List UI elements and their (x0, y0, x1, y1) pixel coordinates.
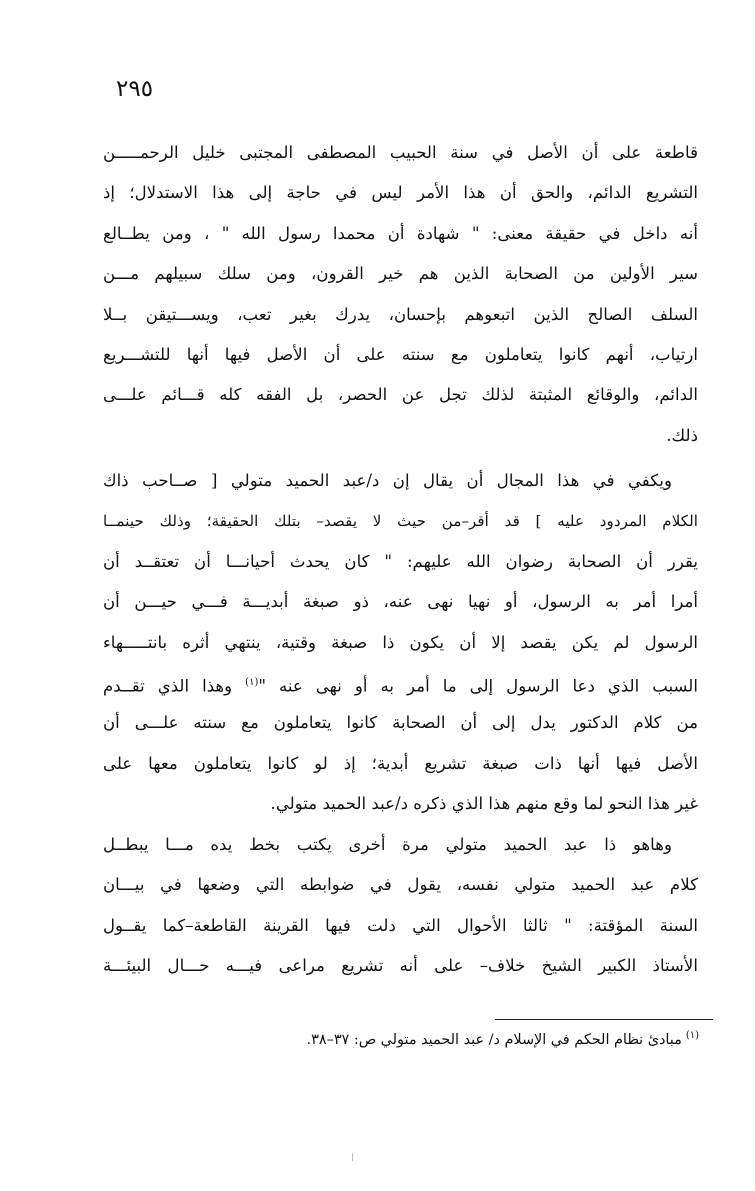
text-line: السلف الصالح الذين اتبعوهم بإحسان، يدرك بغير تعب، ويســـتيقن بــلا (103, 304, 698, 324)
text-segment: وهذا الذي تقــدم (103, 676, 246, 696)
text-segment: السبب الذي دعا الرسول إلى ما أمر به أو نهى عنه " (258, 676, 698, 696)
text-line: وهاهو ذا عبد الحميد متولي مرة أخرى يكتب بخط يده مـــا يبطــل (103, 835, 672, 854)
footnote-marker: (١) (685, 1030, 699, 1041)
text-line: سير الأولين من الصحابة الذين هم خير القرون، ومن سلك سبيلهم مـــن (103, 264, 698, 284)
text-line: الأصل فيها أنها ذات صبغة تشريع أبدية؛ إذ لو كانوا يتعاملون معها على (103, 753, 698, 773)
footnote-text: مبادئ نظام الحكم في الإسلام د/ عبد الحميد متولي ص: ٣٧–٣٨. (306, 1031, 682, 1048)
text-line: أمرا أمر به الرسول، أو نهيا نهى عنه، ذو صبغة أبديـــة فـــي حيـــن أن (103, 592, 698, 612)
text-line: ذلك. (666, 425, 698, 445)
text-line: أنه داخل في حقيقة معنى: " شهادة أن محمدا رسول الله " ، ومن يطــالع (103, 223, 698, 243)
text-line: من كلام الدكتور يدل إلى أن الصحابة كانوا يتعاملون مع سنته علـــى أن (103, 713, 698, 733)
footnote-separator (495, 1019, 713, 1020)
footnote (307, 1030, 699, 1048)
text-line-with-footnote-ref (103, 663, 698, 703)
scan-mark (352, 1153, 353, 1161)
text-line: الرسول لم يكن يقصد إلا أن يكون ذا صبغة وقتية، ينتهي أثره بانتـــــهاء (103, 632, 698, 652)
paragraph-2 (103, 461, 698, 825)
text-line: ارتياب، أنهم كانوا يتعاملون مع سنته على أن الأصل فيها أنها للتشـــريع (103, 344, 698, 364)
text-line: الأستاذ الكبير الشيخ خلاف– على أنه تشريع مراعى فيـــه حـــال البيئـــة (103, 956, 698, 976)
page-number: ٢٩٥ (116, 76, 154, 102)
text-line: الدائم، والوقائع المثبتة لذلك تجل عن الحصر، بل الفقه كله قـــائم علـــى (103, 385, 698, 405)
text-line: كلام عبد الحميد متولي نفسه، يقول في ضوابطه التي وضعها في بيـــان (103, 875, 698, 895)
text-line: الكلام المردود عليه ] قد أقر–من حيث لا يقصد– بتلك الحقيقة؛ وذلك حينمــا (103, 512, 698, 531)
paragraph-1 (103, 133, 698, 456)
text-line: يقرر أن الصحابة رضوان الله عليهم: " كان يحدث أحيانـــا أن تعتقــد أن (103, 551, 698, 571)
text-line: التشريع الدائم، والحق أن هذا الأمر ليس في حاجة إلى هذا الاستدلال؛ إذ (103, 183, 698, 203)
text-line: ويكفي في هذا المجال أن يقال إن د/عبد الحميد متولي [ صــاحب ذاك (103, 471, 672, 490)
text-line: السنة المؤقتة: " ثالثا الأحوال التي دلت فيها القرينة القاطعة–كما يقــول (103, 915, 698, 935)
footnote-reference: (١) (245, 676, 259, 688)
text-line: غير هذا النحو لما وقع منهم هذا الذي ذكره د/عبد الحميد متولي. (270, 794, 698, 814)
text-line: قاطعة على أن الأصل في سنة الحبيب المصطفى المجتبى خليل الرحمـــــن (103, 143, 698, 162)
paragraph-3 (103, 825, 698, 987)
